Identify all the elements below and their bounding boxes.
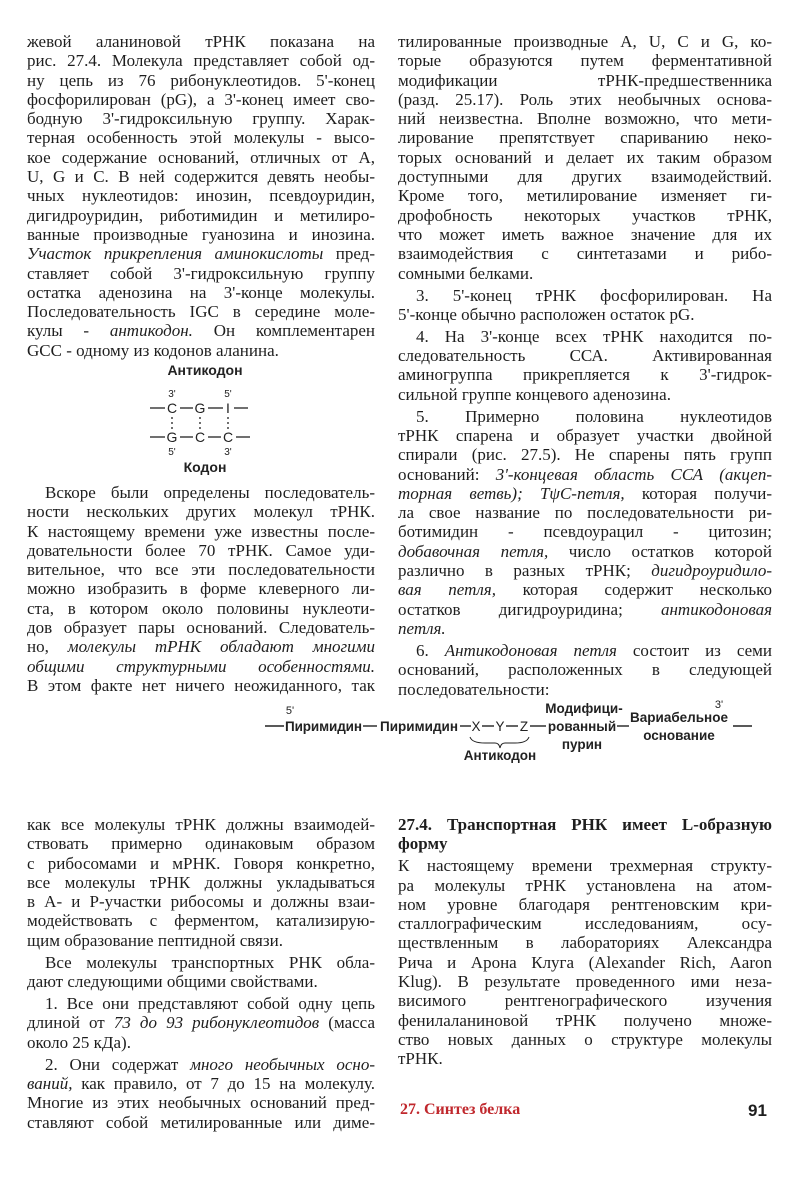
paragraph (27, 1055, 375, 1132)
text-line (27, 502, 375, 521)
text-run: Последовательность IGC в середине моле- (27, 302, 375, 322)
text-line (398, 365, 772, 384)
text-run: щим образование пептидной связи. (27, 930, 283, 950)
text-run: доступными для других взаимодействий. (398, 167, 772, 187)
text-run: ра молекулы тРНК установлена на атом- (398, 875, 772, 895)
modified-purine-line1: Модифици- (545, 701, 623, 716)
text-run: 3. 5'-конец тРНК фосфорилирован. На (416, 285, 772, 305)
text-run: Кроме того, метилирование изменяет ги- (398, 186, 772, 206)
page-number: 91 (748, 1101, 767, 1120)
text-line (27, 71, 375, 90)
text-line (398, 148, 772, 167)
paragraph (398, 856, 772, 1068)
text-line (398, 90, 772, 109)
variable-base-line1: Вариабельное (630, 710, 728, 725)
text-run: все молекулы тРНК должны укладываться (27, 872, 375, 892)
text-line (398, 51, 772, 70)
text-line (27, 1093, 375, 1112)
text-line (27, 128, 375, 147)
loop-3prime: 3' (714, 699, 724, 711)
text-line (398, 286, 772, 305)
text-line (27, 90, 375, 109)
text-run: дов образует пары оснований. Следователь- (27, 618, 375, 638)
paragraph (398, 327, 772, 404)
paragraph (398, 407, 772, 639)
bottom-5prime: 5' (168, 447, 176, 458)
text-run: но, (27, 637, 68, 657)
italic-run: дигидроуридило- (651, 561, 772, 581)
codon-base-1: G (166, 429, 178, 445)
text-run: что может иметь важное значение для их (398, 224, 772, 244)
text-line (398, 385, 772, 404)
text-line (27, 892, 375, 911)
text-run: дигидроуридин, риботимидин и метилиро- (27, 205, 375, 225)
text-run: ставляют собой метилированные или диме- (27, 1112, 375, 1132)
text-line (27, 51, 375, 70)
text-line (398, 895, 772, 914)
text-run: U, G и С. В ней содержится девять необы- (27, 167, 375, 187)
pyrimidine-1: Пиримидин (285, 719, 362, 734)
text-run: Все молекулы транспортных РНК обла- (45, 952, 375, 972)
text-run: ществленным в лабораториях Александра (398, 933, 772, 953)
text-run: ствовать примерно одинаковым образом (27, 834, 375, 854)
text-line (398, 109, 772, 128)
right-top-text (398, 32, 772, 699)
text-line (27, 972, 375, 991)
paragraph (398, 641, 772, 699)
text-line (398, 244, 772, 263)
text-run: форму (398, 834, 448, 854)
text-run: состоит из семи (616, 640, 772, 660)
text-run: можно изобразить в форме клеверного ли- (27, 579, 375, 599)
text-run: тРНК спарена и образует участки двойной (398, 426, 772, 445)
text-line (398, 834, 772, 853)
text-run: тилированные производные A, U, C и G, ко- (398, 32, 772, 51)
text-line (27, 167, 375, 186)
text-run: пред- (323, 244, 375, 264)
text-line (27, 1055, 375, 1074)
anticodon-base-1: C (166, 400, 178, 416)
text-line (398, 465, 772, 484)
chapter-footer: 27. Синтез белка (400, 1101, 521, 1118)
text-run: Многие из этих необычных оснований пред- (27, 1093, 375, 1113)
text-line (27, 599, 375, 618)
text-run: 27.4. Транспортная РНК имеет L-образную (398, 815, 772, 834)
anticodon-base-2: G (194, 400, 206, 416)
italic-run: вая петля, (398, 580, 496, 600)
text-run: различно в разных тРНК; (398, 561, 652, 581)
text-line (398, 680, 772, 699)
text-line (398, 933, 772, 952)
text-line (398, 580, 772, 599)
text-line (398, 600, 772, 619)
text-run: кулы - (27, 321, 110, 341)
text-line (398, 503, 772, 522)
italic-run: антикодоновая (661, 599, 772, 619)
text-line (27, 1033, 375, 1052)
text-run: сильной группе концевого аденозина. (398, 384, 671, 404)
text-line (27, 994, 375, 1013)
text-run: которая получи- (624, 483, 772, 503)
variable-base-line2: основание (643, 728, 715, 743)
text-run: ста, в котором около половины нуклеоти- (27, 598, 375, 618)
text-line (398, 641, 772, 660)
italic-run: молекулы тРНК обладают многими (67, 637, 375, 657)
text-line (27, 321, 375, 340)
text-line (398, 426, 772, 445)
text-run: лирование препятствует спариванию неко- (398, 128, 772, 148)
text-line (27, 931, 375, 950)
text-run: сталлографическим исследованиям, осу- (398, 914, 772, 934)
text-line (27, 109, 375, 128)
text-run: Он комплементарен (192, 321, 376, 341)
text-run: остатков дигидроуридина; (398, 599, 661, 619)
base-y: Y (495, 719, 505, 734)
text-run: ну цепь из 76 рибонуклеотидов. 5'-конец (27, 70, 375, 90)
text-run: К настоящему времени трехмерная структу- (398, 856, 772, 876)
top-3prime: 3' (168, 389, 176, 400)
text-line (27, 657, 375, 676)
text-run: фосфорилирован (pG), а 3'-конец имеет сво- (27, 89, 375, 109)
text-line (398, 1049, 772, 1068)
text-line (398, 186, 772, 205)
text-run: оснований, расположенных в следующей (398, 660, 772, 680)
paragraph (398, 286, 772, 325)
text-line (398, 407, 772, 426)
text-run: висимого рентгенографического изучения (398, 991, 772, 1011)
text-run: как правило, от 7 до 15 на молекулу. (72, 1073, 375, 1093)
text-run: терная особенность этой молекулы - высо- (27, 128, 375, 148)
paragraph (27, 953, 375, 992)
text-run: 2. Они содержат (45, 1054, 191, 1074)
italic-run: добавочная петля, (398, 541, 549, 561)
modified-purine-line2: рованный (547, 719, 617, 734)
text-run: ставляет собой 3'-гидроксильную группу (27, 263, 375, 283)
text-run: жевой аланиновой тРНК показана на (27, 32, 375, 51)
text-line (27, 579, 375, 598)
bottom-3prime: 3' (224, 447, 232, 458)
text-run: спирали (рис. 27.5). Не спарены пять групп (398, 445, 772, 465)
text-run: ство новых данных о структуре молекулы (398, 1029, 772, 1049)
text-line (27, 676, 375, 695)
section-heading (398, 815, 772, 854)
text-line (398, 1030, 772, 1049)
text-line (27, 618, 375, 637)
italic-run: Антикодоновая петля (444, 640, 617, 660)
text-line (398, 484, 772, 503)
text-line (398, 327, 772, 346)
text-run: (масса (319, 1013, 375, 1033)
text-line (398, 71, 772, 90)
left-bottom-text (27, 815, 375, 1132)
text-run: 6. (416, 640, 445, 660)
text-line (398, 305, 772, 324)
anticodon-label: Антикодон (167, 362, 243, 378)
text-run: Klug). В результате проведенного ими неза- (398, 972, 772, 992)
text-run: оснований: (398, 464, 496, 484)
text-line (27, 1013, 375, 1032)
text-line (398, 972, 772, 991)
text-line (27, 834, 375, 853)
text-line (398, 128, 772, 147)
modified-purine-line3: пурин (561, 737, 603, 752)
text-run: которая содержит несколько (495, 580, 772, 600)
text-line (27, 186, 375, 205)
text-run: 5. Примерно половина нуклеотидов (416, 406, 772, 426)
paragraph (27, 994, 375, 1052)
text-line (398, 264, 772, 283)
text-line (398, 32, 772, 51)
text-run: с рибосомами и мРНК. Говоря конкретно, (27, 853, 375, 873)
text-line (27, 873, 375, 892)
text-line (27, 541, 375, 560)
text-run: аминогруппа прикрепляется к 3'-гидрок- (398, 365, 772, 385)
codon-base-3: C (222, 429, 234, 445)
text-line (398, 346, 772, 365)
text-line (27, 854, 375, 873)
text-line (398, 876, 772, 895)
codon-label: Кодон (183, 459, 227, 475)
text-line (398, 953, 772, 972)
text-run: около 25 кДа). (27, 1032, 131, 1052)
text-line (27, 522, 375, 541)
italic-run: 3'-концевая область ССА (акцеп- (495, 464, 772, 484)
text-run: вительное, что все эти последовательности (27, 560, 375, 580)
text-run: ванные производные гуанозина и инозина. (27, 224, 375, 244)
text-line (27, 244, 375, 263)
text-run: ности нескольких других молекул тРНК. (27, 502, 375, 522)
text-line (27, 815, 375, 834)
text-run: ла свое название по последовательности ри- (398, 503, 772, 523)
text-run: торых оснований и делает их таким образом (398, 147, 772, 167)
text-line (398, 225, 772, 244)
text-line (27, 637, 375, 656)
text-run: взаимодействия с синтетазами и рибо- (398, 244, 772, 264)
paragraph (398, 32, 772, 283)
text-run: (разд. 25.17). Роль этих необычных основа- (398, 89, 772, 109)
text-run: 4. На 3'-конце всех тРНК находится по- (416, 326, 772, 346)
text-run: модействовать с ферментом, катализирую- (27, 911, 375, 931)
codon-base-2: C (194, 429, 206, 445)
text-line (398, 914, 772, 933)
text-run: как все молекулы тРНК должны взаимодей- (27, 815, 375, 834)
text-line (27, 483, 375, 502)
text-run: довательности более 70 тРНК. Самое уди- (27, 540, 375, 560)
text-line (27, 302, 375, 321)
italic-run: много необычных осно- (190, 1054, 375, 1074)
text-run: сомными белками. (398, 263, 534, 283)
text-line (27, 911, 375, 930)
italic-run: петля. (398, 618, 446, 638)
text-run: чных нуклеотидов: инозин, псевдоуридин, (27, 186, 375, 206)
text-line (27, 953, 375, 972)
text-run: последовательности: (398, 679, 550, 699)
text-line (27, 560, 375, 579)
text-line (398, 991, 772, 1010)
text-run: Рича и Арона Клуга (Alexander Rich, Aaron (398, 952, 772, 972)
text-line (27, 32, 375, 51)
text-line (27, 341, 375, 360)
left-middle-text (27, 483, 375, 695)
text-line (398, 445, 772, 464)
text-run: рис. 27.4. Молекула представляет собой од- (27, 51, 375, 71)
top-5prime: 5' (224, 389, 232, 400)
text-run: торые образуются путем ферментативной (398, 51, 772, 71)
text-line (398, 522, 772, 541)
text-run: Вскоре были определены последователь- (45, 483, 375, 502)
text-line (398, 167, 772, 186)
paragraph (27, 32, 375, 360)
text-run: 1. Все они представляют собой одну цепь (45, 994, 375, 1014)
text-run: ботимидин - псевдоурацил - цитозин; (398, 522, 772, 542)
text-run: 5'-конце обычно расположен остаток pG. (398, 304, 695, 324)
text-line (27, 264, 375, 283)
text-line (27, 225, 375, 244)
text-run: длиной от (27, 1013, 114, 1033)
text-run: тРНК. (398, 1049, 443, 1069)
text-run: бодную 3'-гидроксильную группу. Харак- (27, 109, 375, 129)
text-run: в А- и Р-участки рибосомы и должны взаи- (27, 892, 375, 912)
text-line (27, 206, 375, 225)
base-x: X (471, 719, 481, 734)
text-run: К настоящему времени уже известны после- (27, 521, 375, 541)
anticodon-caption: Антикодон (463, 748, 537, 763)
paragraph (27, 815, 375, 950)
text-run: дрофобность некоторых участков тРНК, (398, 205, 772, 225)
base-z: Z (519, 719, 529, 734)
text-line (398, 1011, 772, 1030)
text-line (27, 1113, 375, 1132)
text-run: модификации тРНК-предшественника (398, 70, 772, 90)
text-line (398, 815, 772, 834)
text-run: остатка аденозина на 3'-конце молекулы. (27, 282, 375, 302)
loop-5prime: 5' (285, 705, 295, 717)
paragraph (27, 483, 375, 695)
text-run: фенилаланиновой тРНК получено множе- (398, 1010, 772, 1030)
italic-run: антикодон. (109, 321, 193, 341)
italic-run: общими структурными особенностями. (27, 656, 375, 676)
text-line (398, 561, 772, 580)
text-line (398, 660, 772, 679)
pyrimidine-2: Пиримидин (380, 719, 458, 734)
text-run: дают следующими общими свойствами. (27, 972, 318, 992)
text-line (27, 1074, 375, 1093)
text-line (398, 542, 772, 561)
text-run: следовательность ССА. Активированная (398, 346, 772, 366)
text-line (398, 619, 772, 638)
text-line (398, 856, 772, 875)
italic-run: Участок прикрепления аминокислоты (27, 244, 324, 264)
anticodon-base-3: I (226, 400, 230, 416)
italic-run: торная ветвь); TψC-петля, (398, 483, 625, 503)
text-line (398, 206, 772, 225)
codon-anticodon-diagram (150, 362, 250, 475)
left-top-text (27, 32, 375, 360)
italic-run: ваний, (27, 1073, 73, 1093)
text-run: В этом факте нет ничего неожиданного, так (27, 675, 375, 695)
right-bottom-text (398, 815, 772, 1069)
anticodon-loop-diagram (265, 699, 752, 763)
italic-run: 73 до 93 рибонуклеотидов (113, 1013, 320, 1033)
text-line (27, 148, 375, 167)
text-run: GCC - одному из кодонов аланина. (27, 340, 279, 360)
text-run: ний неизвестна. Вполне возможно, что мети- (398, 109, 772, 129)
text-run: ном уровне благодаря рентгеновским кри- (398, 894, 772, 914)
text-run: кое содержание оснований, отличных от А, (27, 147, 375, 167)
text-line (27, 283, 375, 302)
text-run: число остатков которой (548, 541, 773, 561)
